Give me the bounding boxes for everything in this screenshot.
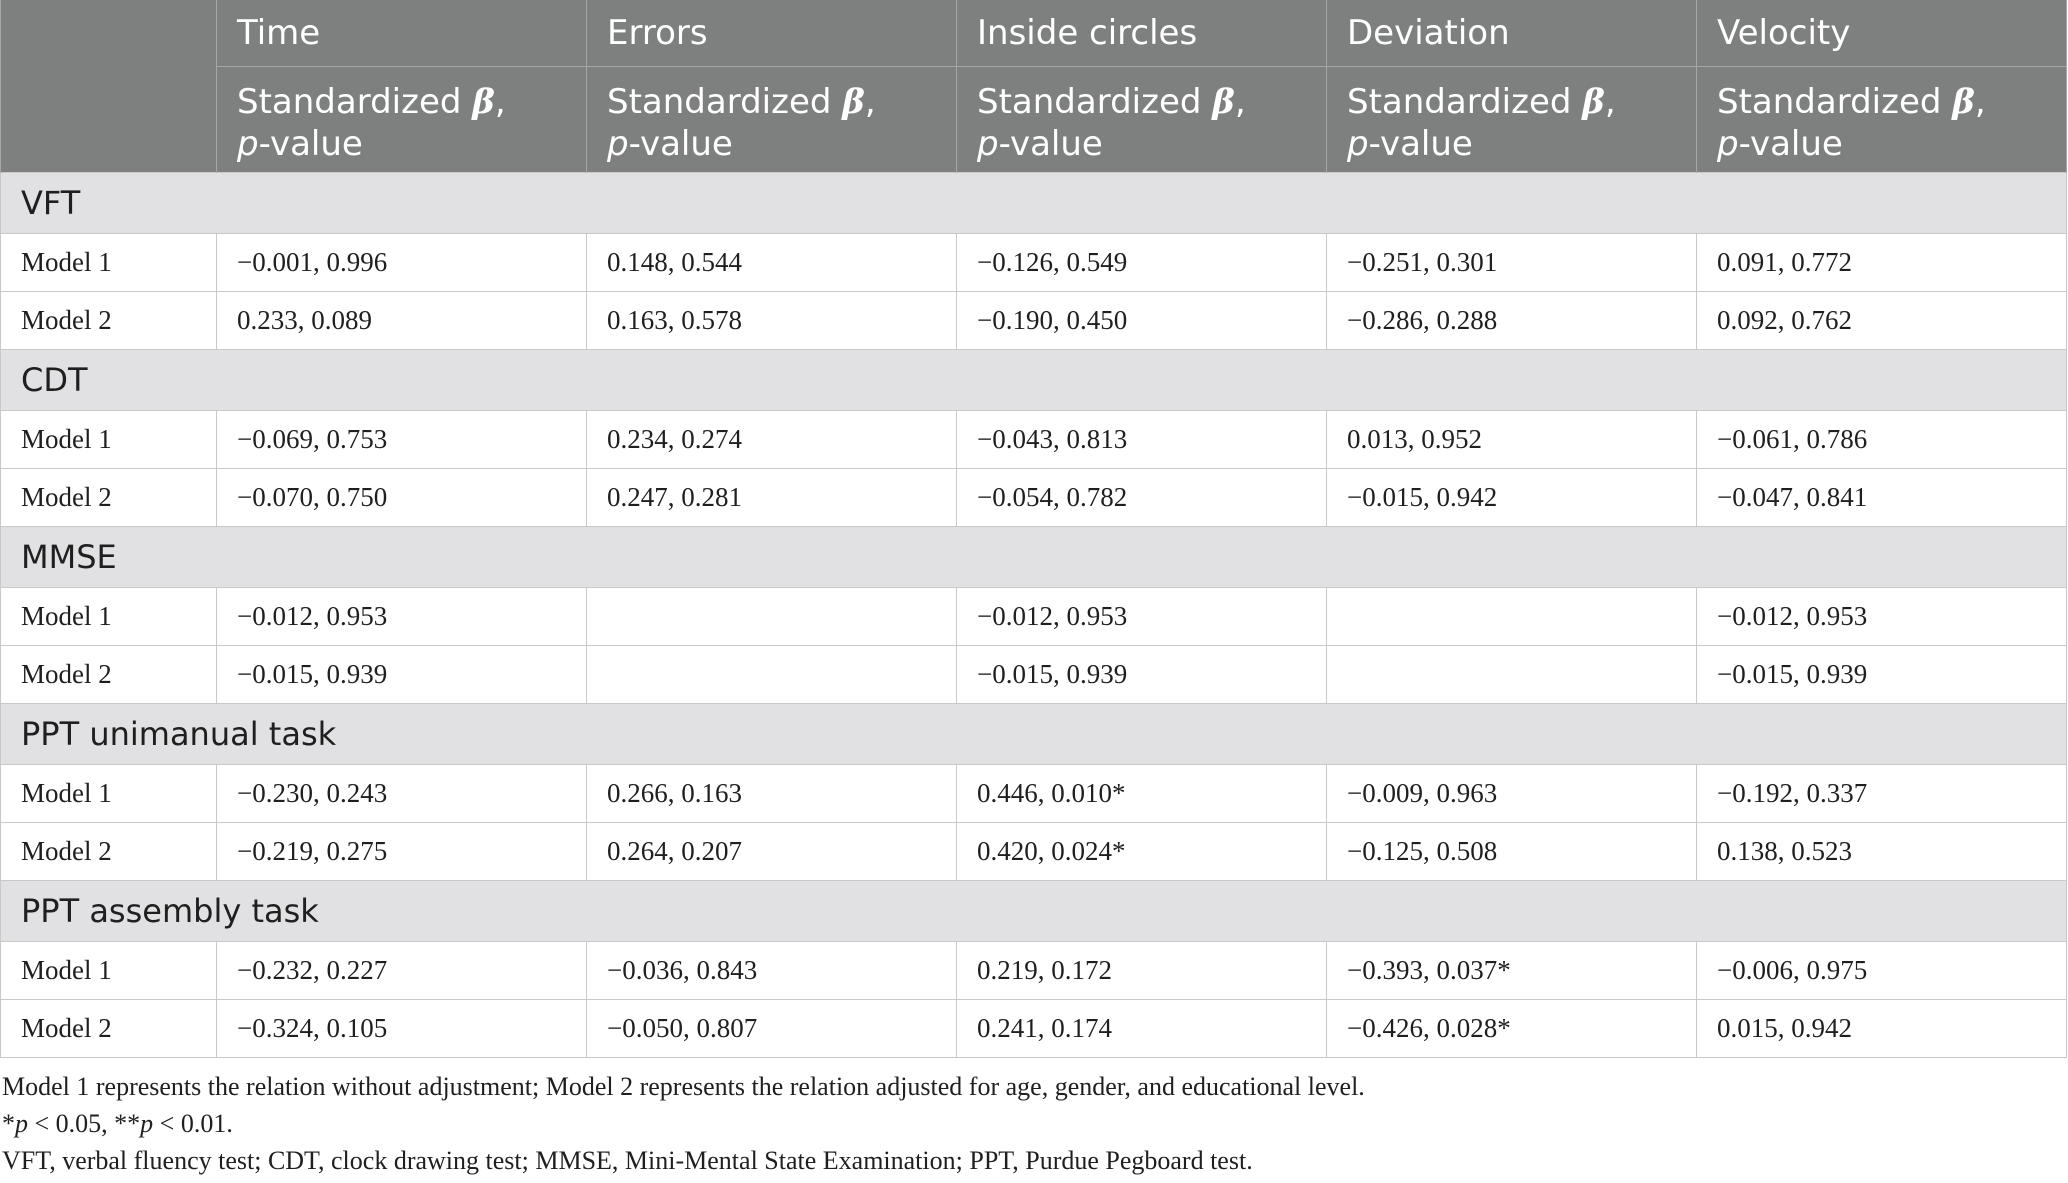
footnote-significance (2, 1105, 2068, 1142)
column-subheader-3 (1327, 67, 1697, 173)
subheader-p-letter: p (607, 124, 629, 164)
subheader-p-letter: p (237, 124, 259, 164)
value-cell: 0.266, 0.163 (587, 765, 957, 823)
value-cell: −0.393, 0.037* (1327, 942, 1697, 1000)
section-row (1, 527, 2067, 588)
column-header-4: Velocity (1697, 0, 2067, 67)
value-cell: −0.426, 0.028* (1327, 1000, 1697, 1058)
value-cell: 0.092, 0.762 (1697, 292, 2067, 350)
table-row (1, 646, 2067, 704)
subheader-comma: , (1604, 82, 1616, 122)
table-row (1, 292, 2067, 350)
value-cell: −0.232, 0.227 (217, 942, 587, 1000)
table-footnotes (0, 1068, 2068, 1179)
model-label: Model 1 (1, 765, 217, 823)
beta-symbol: β (1212, 82, 1235, 122)
subheader-p-letter: p (1347, 124, 1369, 164)
section-row (1, 350, 2067, 411)
subheader-p-letter: p (977, 124, 999, 164)
table-row (1, 234, 2067, 292)
value-cell (587, 588, 957, 646)
header-row-measures (1, 0, 2067, 67)
column-header-3: Deviation (1327, 0, 1697, 67)
table-row (1, 765, 2067, 823)
value-cell: −0.192, 0.337 (1697, 765, 2067, 823)
value-cell: −0.054, 0.782 (957, 469, 1327, 527)
section-row (1, 704, 2067, 765)
header-row-statistics (1, 67, 2067, 173)
value-cell: −0.015, 0.942 (1327, 469, 1697, 527)
table-header (1, 0, 2067, 173)
value-cell: 0.233, 0.089 (217, 292, 587, 350)
section-row (1, 881, 2067, 942)
value-cell: −0.230, 0.243 (217, 765, 587, 823)
subheader-prefix: Standardized (607, 82, 843, 122)
column-header-0: Time (217, 0, 587, 67)
value-cell: −0.043, 0.813 (957, 411, 1327, 469)
model-label: Model 2 (1, 1000, 217, 1058)
value-cell: −0.001, 0.996 (217, 234, 587, 292)
footnote-sig-mid: < 0.05, ** (28, 1109, 141, 1138)
value-cell: −0.190, 0.450 (957, 292, 1327, 350)
column-subheader-2 (957, 67, 1327, 173)
value-cell: 0.138, 0.523 (1697, 823, 2067, 881)
section-label: CDT (1, 350, 2067, 411)
value-cell: −0.286, 0.288 (1327, 292, 1697, 350)
value-cell (1327, 588, 1697, 646)
footnote-star: * (2, 1109, 15, 1138)
subheader-p-letter: p (1717, 124, 1739, 164)
beta-symbol: β (472, 82, 495, 122)
model-label: Model 1 (1, 234, 217, 292)
table-row (1, 1000, 2067, 1058)
section-label: VFT (1, 173, 2067, 234)
value-cell: −0.125, 0.508 (1327, 823, 1697, 881)
value-cell: −0.012, 0.953 (957, 588, 1327, 646)
value-cell (587, 646, 957, 704)
value-cell: −0.009, 0.963 (1327, 765, 1697, 823)
subheader-prefix: Standardized (1717, 82, 1953, 122)
column-subheader-0 (217, 67, 587, 173)
value-cell: −0.036, 0.843 (587, 942, 957, 1000)
value-cell: −0.069, 0.753 (217, 411, 587, 469)
value-cell: −0.012, 0.953 (217, 588, 587, 646)
footnote-p-letter-1: p (15, 1109, 28, 1138)
subheader-suffix: -value (1738, 124, 1843, 164)
subheader-comma: , (1234, 82, 1246, 122)
table-row (1, 588, 2067, 646)
value-cell: 0.234, 0.274 (587, 411, 957, 469)
column-header-2: Inside circles (957, 0, 1327, 67)
subheader-suffix: -value (998, 124, 1103, 164)
subheader-comma: , (1974, 82, 1986, 122)
table-row (1, 823, 2067, 881)
model-label: Model 2 (1, 469, 217, 527)
value-cell: −0.015, 0.939 (957, 646, 1327, 704)
section-row (1, 173, 2067, 234)
value-cell: 0.247, 0.281 (587, 469, 957, 527)
footnote-p-letter-2: p (140, 1109, 154, 1138)
value-cell: −0.061, 0.786 (1697, 411, 2067, 469)
value-cell: 0.091, 0.772 (1697, 234, 2067, 292)
beta-symbol: β (1582, 82, 1605, 122)
column-subheader-1 (587, 67, 957, 173)
model-label: Model 2 (1, 646, 217, 704)
section-label: PPT unimanual task (1, 704, 2067, 765)
value-cell: −0.015, 0.939 (1697, 646, 2067, 704)
model-label: Model 1 (1, 942, 217, 1000)
value-cell: −0.006, 0.975 (1697, 942, 2067, 1000)
value-cell: 0.420, 0.024* (957, 823, 1327, 881)
value-cell: 0.148, 0.544 (587, 234, 957, 292)
value-cell (1327, 646, 1697, 704)
beta-symbol: β (842, 82, 865, 122)
subheader-suffix: -value (628, 124, 733, 164)
header-corner-cell (1, 0, 217, 173)
value-cell: 0.446, 0.010* (957, 765, 1327, 823)
table-row (1, 469, 2067, 527)
value-cell: 0.241, 0.174 (957, 1000, 1327, 1058)
beta-symbol: β (1952, 82, 1975, 122)
model-label: Model 1 (1, 411, 217, 469)
value-cell: −0.047, 0.841 (1697, 469, 2067, 527)
column-subheader-4 (1697, 67, 2067, 173)
value-cell: −0.050, 0.807 (587, 1000, 957, 1058)
footnote-models: Model 1 represents the relation without adjustment; Model 2 represents the relation adjusted for age, gender, and educational level. (2, 1072, 1365, 1101)
table-row (1, 411, 2067, 469)
footnote-sig-end: < 0.01. (153, 1109, 233, 1138)
value-cell: 0.163, 0.578 (587, 292, 957, 350)
subheader-suffix: -value (1368, 124, 1473, 164)
subheader-comma: , (494, 82, 506, 122)
model-label: Model 2 (1, 823, 217, 881)
model-label: Model 2 (1, 292, 217, 350)
value-cell: −0.070, 0.750 (217, 469, 587, 527)
value-cell: −0.251, 0.301 (1327, 234, 1697, 292)
subheader-prefix: Standardized (237, 82, 473, 122)
model-label: Model 1 (1, 588, 217, 646)
value-cell: −0.219, 0.275 (217, 823, 587, 881)
value-cell: 0.013, 0.952 (1327, 411, 1697, 469)
value-cell: −0.324, 0.105 (217, 1000, 587, 1058)
table-row (1, 942, 2067, 1000)
subheader-prefix: Standardized (1347, 82, 1583, 122)
footnote-abbreviations: VFT, verbal fluency test; CDT, clock drawing test; MMSE, Mini-Mental State Examination; PPT, Purdue Pegboard test. (2, 1146, 1253, 1175)
value-cell: 0.015, 0.942 (1697, 1000, 2067, 1058)
subheader-comma: , (864, 82, 876, 122)
value-cell: −0.126, 0.549 (957, 234, 1327, 292)
subheader-prefix: Standardized (977, 82, 1213, 122)
section-label: MMSE (1, 527, 2067, 588)
value-cell: −0.012, 0.953 (1697, 588, 2067, 646)
table-body (1, 173, 2067, 1058)
section-label: PPT assembly task (1, 881, 2067, 942)
subheader-suffix: -value (258, 124, 363, 164)
value-cell: −0.015, 0.939 (217, 646, 587, 704)
column-header-1: Errors (587, 0, 957, 67)
value-cell: 0.219, 0.172 (957, 942, 1327, 1000)
value-cell: 0.264, 0.207 (587, 823, 957, 881)
